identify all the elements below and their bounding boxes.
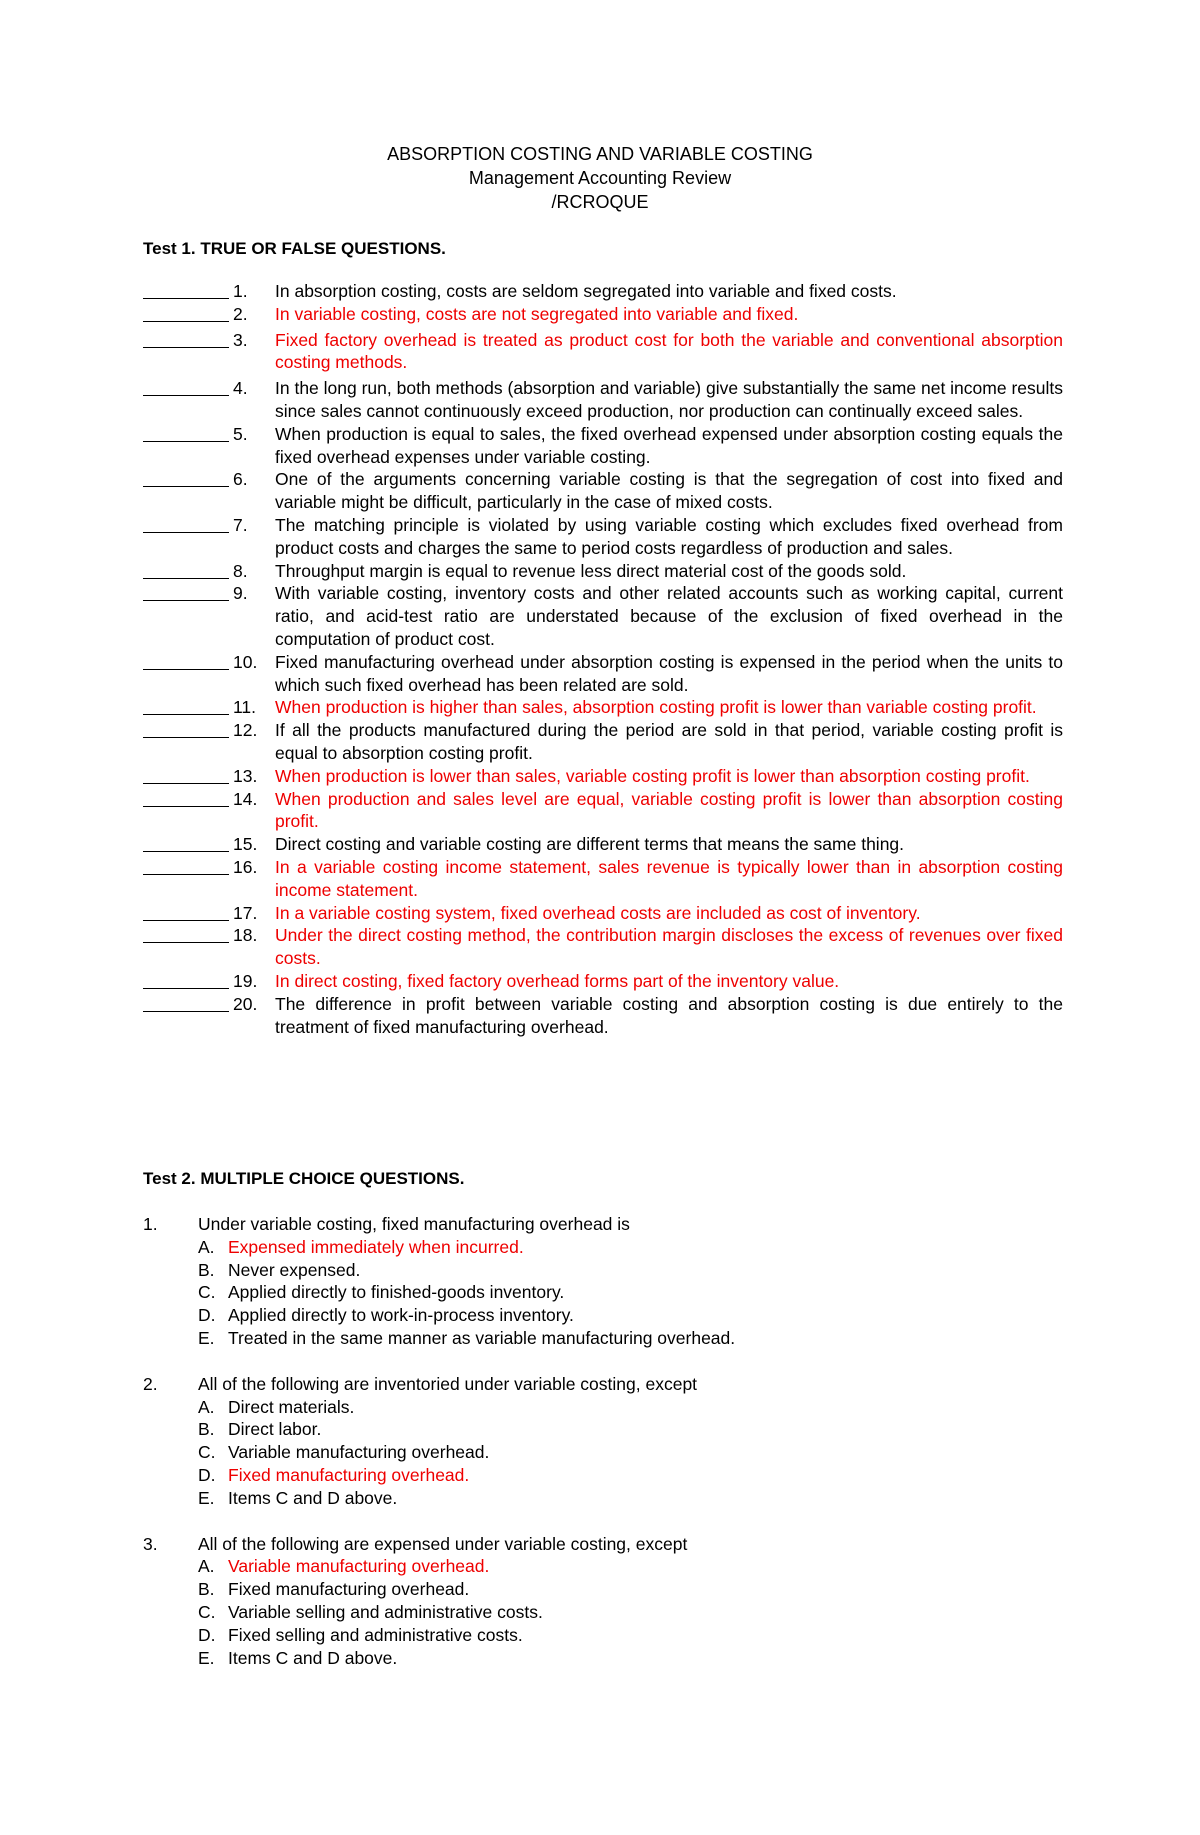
tf-item [143,280,1063,303]
answer-blank [143,834,229,852]
mc-option-text: Applied directly to finished-goods inventory. [228,1282,565,1303]
answer-blank [143,857,229,875]
mc-option-letter: E. [198,1327,215,1348]
tf-item-text: One of the arguments concerning variable costing is that the segregation of cost into fixed and variable might be difficult, particularly in the case of mixed costs. [275,469,1063,513]
tf-item-text: In a variable costing system, fixed overhead costs are included as cost of inventory. [275,902,921,923]
mc-option-text: Never expensed. [228,1259,361,1280]
mc-option-letter: A. [198,1236,215,1257]
answer-blank [143,304,229,322]
tf-item-text: Under the direct costing method, the contribution margin discloses the excess of revenues over fixed costs. [275,925,1063,969]
tf-item-text: Fixed manufacturing overhead under absorption costing is expensed in the period when the units to which such fixed overhead has been related are sold. [275,651,1063,695]
tf-item-number: 14. [233,788,258,809]
mc-option [198,1259,1063,1282]
tf-item-text: In absorption costing, costs are seldom segregated into variable and fixed costs. [275,281,897,301]
mc-option [198,1578,1063,1601]
mc-option [198,1396,1063,1419]
tf-item [143,377,1063,423]
tf-item-text: When production is equal to sales, the fixed overhead expensed under absorption costing equals the fixed overhead expenses under variable costing. [275,423,1063,467]
document-author: /RCROQUE [551,192,649,212]
mc-option-text: Variable selling and administrative costs. [228,1601,543,1622]
mc-option-text: Applied directly to work-in-process inventory. [228,1305,574,1326]
answer-blank [143,281,229,299]
mc-question-number: 1. [143,1214,158,1234]
mc-option-letter: D. [198,1464,216,1485]
tf-item-number: 4. [233,378,248,399]
mc-option-letter: C. [198,1442,216,1463]
mc-options [143,1555,1063,1669]
mc-option [198,1487,1063,1510]
tf-item [143,902,1063,925]
mc-option [198,1418,1063,1441]
tf-item-number: 18. [233,925,258,946]
mc-option-letter: B. [198,1579,215,1600]
answer-blank [143,378,229,396]
mc-option-letter: C. [198,1601,216,1622]
mc-option-text: Direct materials. [228,1396,355,1417]
mc-question-text: All of the following are expensed under variable costing, except [198,1533,688,1554]
mc-question-number: 2. [143,1373,158,1394]
mc-option-text: Fixed manufacturing overhead. [228,1579,470,1600]
mc-option-letter: B. [198,1259,215,1280]
tf-item-number: 5. [233,423,248,444]
answer-blank [143,789,229,807]
answer-blank [143,583,229,601]
mc-option-letter: D. [198,1624,216,1645]
tf-item [143,303,1063,326]
mc-option-letter: A. [198,1556,215,1577]
mc-option-letter: B. [198,1419,215,1440]
answer-blank [143,971,229,989]
tf-item-text: Throughput margin is equal to revenue less direct material cost of the goods sold. [275,560,907,581]
true-false-list [143,280,1063,1038]
answer-blank [143,469,229,487]
tf-item-text: In variable costing, costs are not segregated into variable and fixed. [275,303,799,324]
mc-question-stem [143,1533,1063,1556]
answer-blank [143,515,229,533]
tf-item [143,514,1063,560]
answer-blank [143,994,229,1012]
mc-option-text: Items C and D above. [228,1487,398,1508]
tf-item-number: 15. [233,834,258,855]
tf-item [143,468,1063,514]
answer-blank [143,766,229,784]
answer-blank [143,424,229,442]
document-title: ABSORPTION COSTING AND VARIABLE COSTING [387,144,813,164]
tf-item-number: 6. [233,469,248,490]
tf-item-text: The difference in profit between variable costing and absorption costing is due entirely to the treatment of fixed manufacturing overhead. [275,993,1063,1037]
answer-blank [143,652,229,670]
mc-option-letter: C. [198,1282,216,1303]
mc-option-text: Expensed immediately when incurred. [228,1236,524,1257]
mc-question-number: 3. [143,1533,158,1554]
tf-item-text: If all the products manufactured during the period are sold in that period, variable costing profit is equal to absorption costing profit. [275,720,1063,763]
mc-option-letter: E. [198,1487,215,1508]
test2-title: Test 2. MULTIPLE CHOICE QUESTIONS. [143,1169,465,1188]
mc-option-text: Treated in the same manner as variable manufacturing overhead. [228,1327,736,1348]
mc-option [198,1555,1063,1578]
answer-blank [143,697,229,715]
tf-item-text: With variable costing, inventory costs and other related accounts such as working capital, current ratio, and acid-test ratio are understated because of the exclusion of fixed overhead in the computation of product cost. [275,583,1063,649]
tf-item-number: 11. [233,697,257,718]
tf-item [143,696,1063,719]
mc-option-text: Fixed selling and administrative costs. [228,1624,523,1645]
tf-item-text: When production and sales level are equal, variable costing profit is lower than absorption costing profit. [275,788,1063,832]
mc-option-letter: D. [198,1305,216,1326]
mc-option-letter: E. [198,1647,215,1668]
tf-item [143,970,1063,993]
tf-item-number: 1. [233,281,248,301]
tf-item [143,833,1063,856]
mc-options [143,1396,1063,1510]
tf-item-text: When production is higher than sales, absorption costing profit is lower than variable costing profit. [275,697,1037,718]
tf-item [143,329,1063,375]
document-subtitle: Management Accounting Review [468,168,732,188]
tf-item-number: 9. [233,583,248,604]
tf-item-number: 16. [233,856,258,877]
mc-option-letter: A. [198,1396,215,1417]
tf-item-number: 7. [233,514,248,535]
mc-question-stem [143,1373,1063,1396]
mc-option [198,1624,1063,1647]
mc-option [198,1327,1063,1350]
tf-item-number: 17. [233,902,258,923]
tf-item [143,423,1063,469]
mc-option [198,1647,1063,1670]
tf-item [143,560,1063,583]
mc-option [198,1304,1063,1327]
mc-option-text: Variable manufacturing overhead. [228,1442,490,1463]
multiple-choice-list [143,1213,1063,1692]
mc-question [143,1373,1063,1510]
mc-option [198,1441,1063,1464]
mc-options [143,1236,1063,1350]
tf-item-text: Direct costing and variable costing are different terms that means the same thing. [275,834,905,855]
mc-option-text: Direct labor. [228,1419,322,1440]
tf-item-text: In the long run, both methods (absorption and variable) give substantially the same net income results since sales cannot continuously exceed production, nor production can continually exceed sales. [275,378,1063,421]
mc-option-text: Fixed manufacturing overhead. [228,1464,470,1485]
tf-item-number: 20. [233,993,258,1014]
mc-question-text: All of the following are inventoried under variable costing, except [198,1373,698,1394]
mc-question [143,1533,1063,1670]
tf-item-number: 10. [233,651,258,672]
test1-title: Test 1. TRUE OR FALSE QUESTIONS. [143,239,446,258]
mc-option-text: Variable manufacturing overhead. [228,1556,490,1577]
answer-blank [143,330,229,348]
document-header [0,142,1200,214]
tf-item-text: When production is lower than sales, variable costing profit is lower than absorption costing profit. [275,765,1030,786]
tf-item-number: 13. [233,765,258,786]
tf-item-text: In a variable costing income statement, sales revenue is typically lower than in absorption costing income statement. [275,856,1063,900]
answer-blank [143,925,229,943]
tf-item [143,993,1063,1039]
tf-item [143,788,1063,834]
tf-item-number: 12. [233,720,258,741]
mc-question [143,1213,1063,1350]
mc-question-stem [143,1213,1063,1236]
tf-item [143,856,1063,902]
tf-item [143,651,1063,697]
tf-item-text: Fixed factory overhead is treated as product cost for both the variable and conventional absorption costing methods. [275,329,1063,373]
answer-blank [143,561,229,579]
answer-blank [143,720,229,738]
tf-item-number: 8. [233,560,248,581]
mc-question-text: Under variable costing, fixed manufacturing overhead is [198,1214,630,1234]
tf-item-text: In direct costing, fixed factory overhead forms part of the inventory value. [275,970,840,991]
tf-item-text: The matching principle is violated by using variable costing which excludes fixed overhead from product costs and charges the same to period costs regardless of production and sales. [275,514,1063,558]
tf-item-number: 3. [233,329,248,350]
answer-blank [143,903,229,921]
tf-item [143,719,1063,765]
tf-item [143,582,1063,650]
mc-option-text: Items C and D above. [228,1647,398,1668]
tf-item-number: 19. [233,970,258,991]
mc-option [198,1281,1063,1304]
mc-option [198,1236,1063,1259]
tf-item [143,765,1063,788]
tf-item-number: 2. [233,303,248,324]
tf-item [143,924,1063,970]
mc-option [198,1601,1063,1624]
mc-option [198,1464,1063,1487]
